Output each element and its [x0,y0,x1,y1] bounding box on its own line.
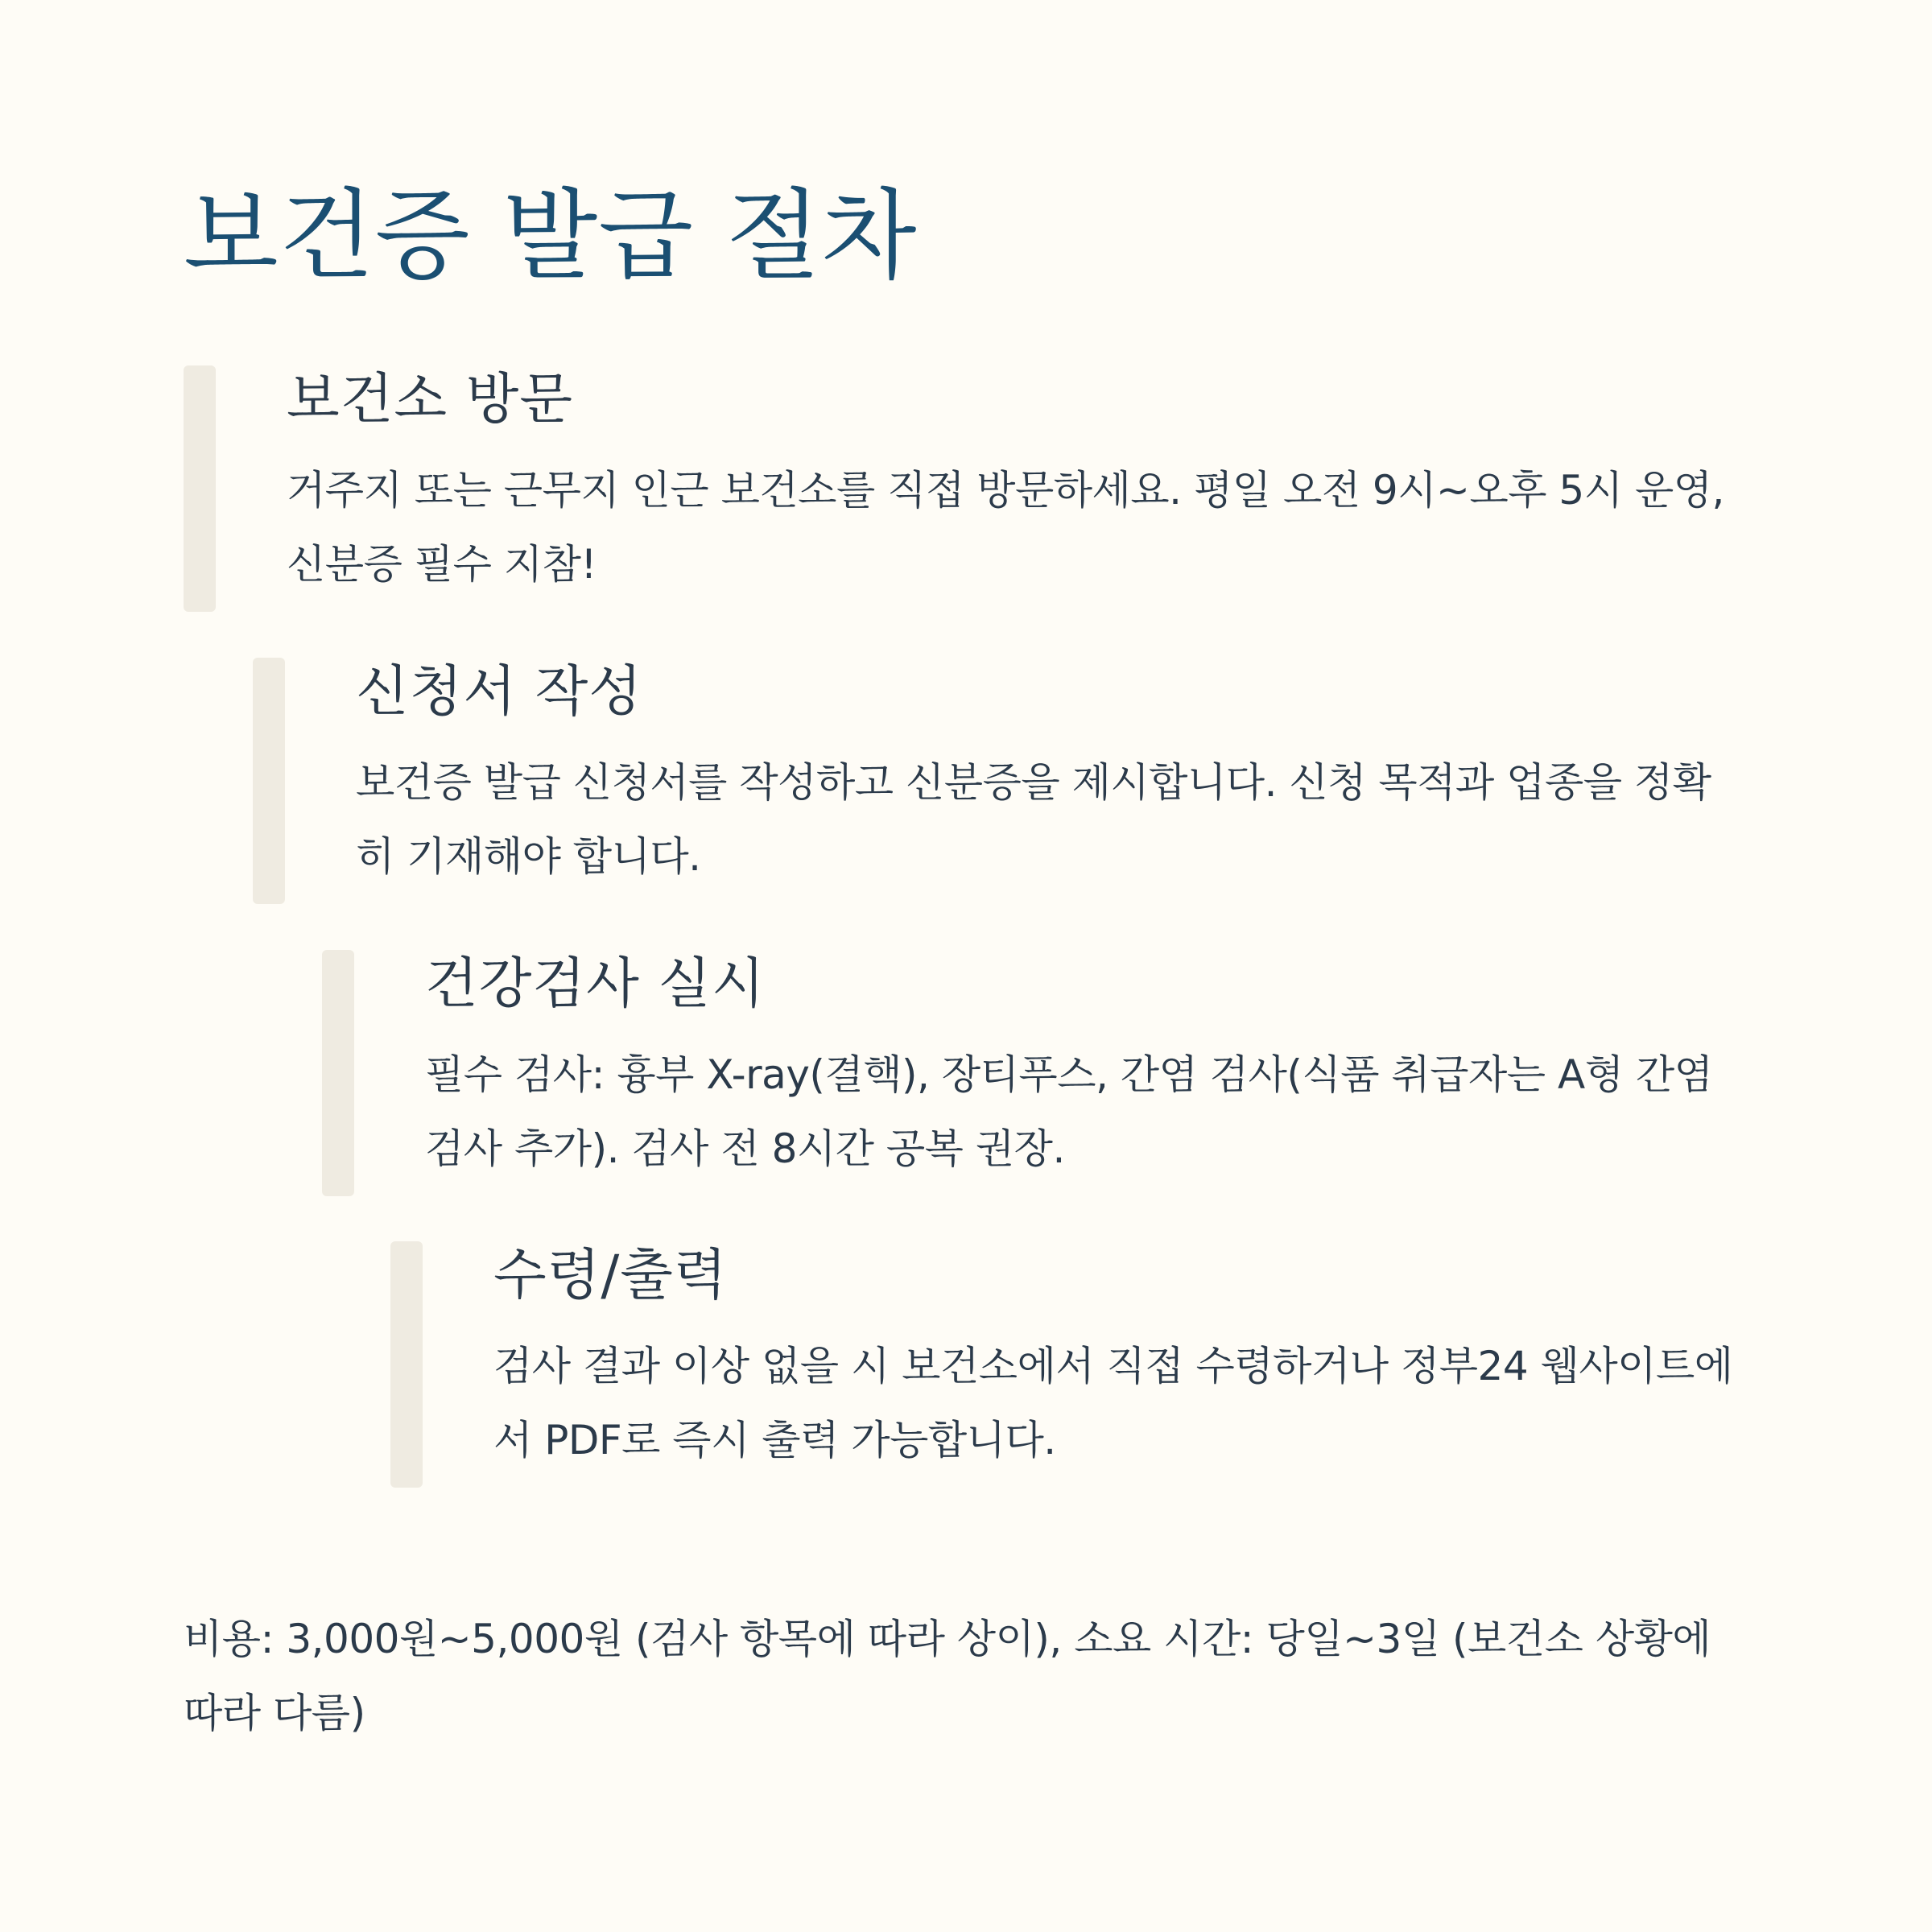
step-description: 검사 결과 이상 없을 시 보건소에서 직접 수령하거나 정부24 웹사이트에서 PDF로 즉시 출력 가능합니다. [493,1343,1733,1464]
step-title: 신청서 작성 [356,660,643,724]
step-content [356,658,1737,894]
step-visit-health-center [184,365,1737,612]
step-indent-bar [390,1241,423,1488]
step-content [287,365,1737,601]
page-title: 보건증 발급 절차 [184,179,918,293]
document [184,177,1737,1509]
step-health-exam [322,950,1737,1196]
step-title: 보건소 방문 [287,368,574,432]
step-description: 필수 검사: 흉부 X-ray(결핵), 장티푸스, 간염 검사(식품 취급자는 A형 간염 검사 추가). 검사 전 8시간 공복 권장. [425,1051,1713,1173]
step-indent-bar [184,365,216,612]
step-description: 보건증 발급 신청서를 작성하고 신분증을 제시합니다. 신청 목적과 업종을 정확히 기재해야 합니다. [356,759,1711,881]
step-indent-bar [253,658,285,904]
step-content [493,1241,1737,1477]
step-list [184,365,1737,1509]
step-indent-bar [322,950,354,1196]
step-fill-application [253,658,1737,904]
cost-time-footnote: 비용: 3,000원~5,000원 (검사 항목에 따라 상이), 소요 시간: 당일~3일 (보건소 상황에 따라 다름) [184,1616,1711,1736]
step-title: 건강검사 실시 [425,952,766,1017]
step-title: 수령/출력 [493,1244,728,1308]
step-content [425,950,1737,1186]
step-receive-print [390,1241,1737,1488]
step-description: 거주지 또는 근무지 인근 보건소를 직접 방문하세요. 평일 오전 9시~오후 5시 운영, 신분증 필수 지참! [287,467,1724,588]
